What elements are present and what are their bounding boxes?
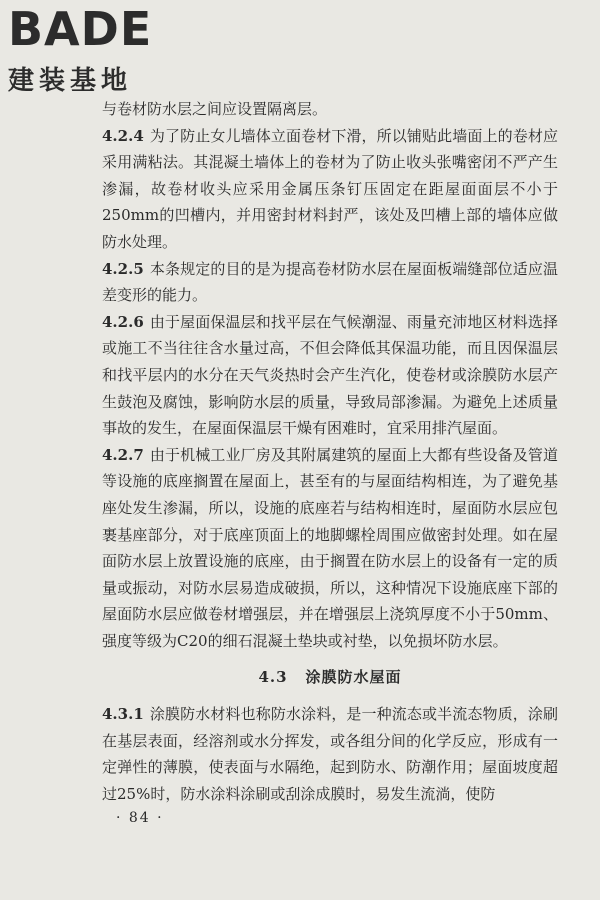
paragraph-text: 涂膜防水材料也称防水涂料，是一种流态或半流态物质，涂刷在基层表面，经溶剂或水分挥发，或各组分间的化学反应，形成有一定弹性的薄膜，使表面与水隔绝，起到防水、防潮作用；屋面坡度超过25%时，防水涂料涂刷或刮涂成膜时，易发生流淌，使防 bbox=[102, 705, 558, 803]
clause-number: 4.2.5 bbox=[102, 259, 144, 278]
paragraph-4-2-7 bbox=[102, 442, 558, 655]
page-number: · 84 · bbox=[116, 810, 164, 826]
paragraph-4-2-5 bbox=[102, 256, 558, 309]
paragraph-text: 本条规定的目的是为提高卷材防水层在屋面板端缝部位适应温差变形的能力。 bbox=[102, 259, 558, 305]
paragraph-4-3-1 bbox=[102, 701, 558, 807]
clause-number: 4.3.1 bbox=[102, 705, 144, 724]
paragraph-4-2-6 bbox=[102, 309, 558, 442]
paragraph-text: 与卷材防水层之间应设置隔离层。 bbox=[102, 100, 328, 118]
paragraph-continuation bbox=[102, 96, 558, 123]
paragraph-text: 由于机械工业厂房及其附属建筑的屋面上大都有些设备及管道等设施的底座搁置在屋面上，甚至有的与屋面结构相连，为了避免基座处发生渗漏，所以，设施的底座若与结构相连时，屋面防水层应包裹基座部分，对于底座顶面上的地脚螺栓周围应做密封处理。如在屋面防水层上放置设施的底座，由于搁置在防水层上的设备有一定的质量或振动，对防水层易造成破损，所以，这种情况下设施底座下部的屋面防水层应做卷材增强层，并在增强层上浇筑厚度不小于50mm、强度等级为C20的细石混凝土垫块或衬垫，以免损坏防水层。 bbox=[102, 445, 558, 650]
paragraph-4-2-4 bbox=[102, 123, 558, 256]
section-title: 涂膜防水屋面 bbox=[305, 668, 402, 687]
logo-sub-text: 建装基地 bbox=[8, 66, 133, 96]
clause-number: 4.2.4 bbox=[102, 126, 144, 145]
section-number: 4.3 bbox=[258, 668, 288, 687]
clause-number: 4.2.6 bbox=[102, 312, 144, 331]
section-heading bbox=[102, 664, 558, 691]
bade-logo bbox=[8, 2, 178, 96]
clause-number: 4.2.7 bbox=[102, 445, 144, 464]
page-content bbox=[102, 96, 558, 807]
paragraph-text: 为了防止女儿墙体立面卷材下滑，所以铺贴此墙面上的卷材应采用满粘法。其混凝土墙体上的卷材为了防止收头张嘴密闭不严产生渗漏，故卷材收头应采用金属压条钉压固定在距屋面面层不小于250mm的凹槽内，并用密封材料封严，该处及凹槽上部的墙体应做防水处理。 bbox=[102, 126, 558, 251]
paragraph-text: 由于屋面保温层和找平层在气候潮湿、雨量充沛地区材料选择或施工不当往往含水量过高，不但会降低其保温功能，而且因保温层和找平层内的水分在天气炎热时会产生汽化，使卷材或涂膜防水层产生鼓泡及腐蚀，影响防水层的质量，导致局部渗漏。为避免上述质量事故的发生，在屋面保温层干燥有困难时，宜采用排汽屋面。 bbox=[102, 312, 558, 438]
logo-main-text: BADE bbox=[8, 2, 153, 56]
